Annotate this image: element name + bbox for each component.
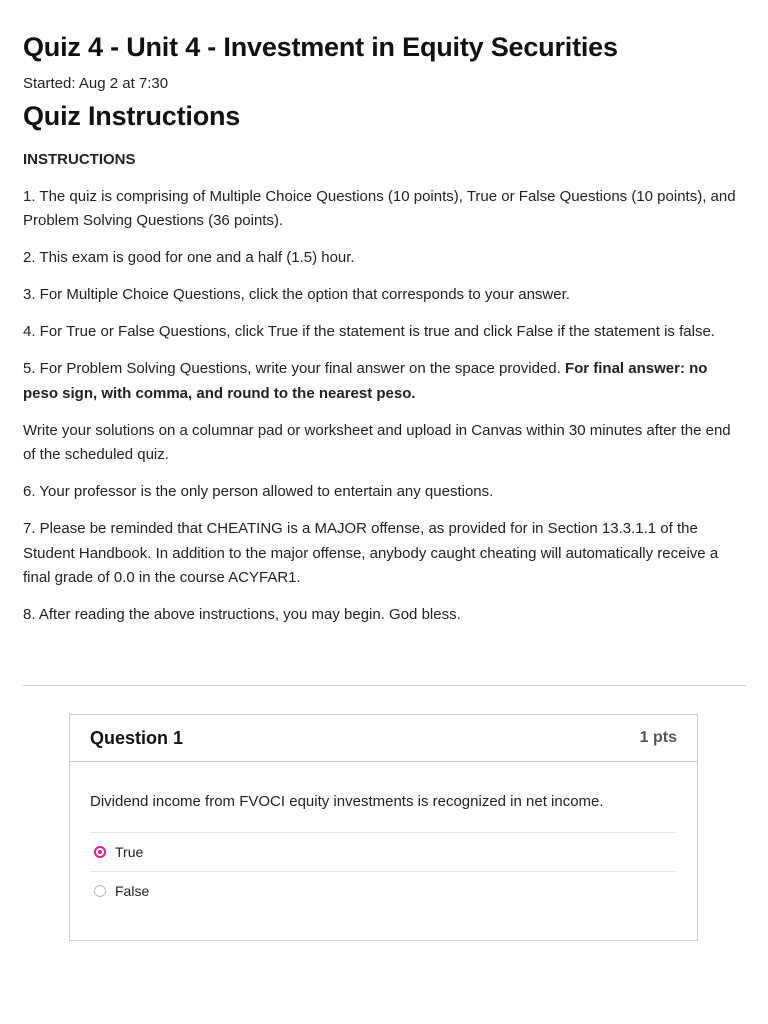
instructions-title: Quiz Instructions [23,101,241,131]
instruction-item-2: 2. This exam is good for one and a half (1.5) hour. [23,249,355,266]
instruction-item-5 [23,357,745,406]
instructions-body [23,148,745,628]
question-header [70,715,697,762]
instruction-item-3: 3. For Multiple Choice Questions, click the option that corresponds to your answer. [23,286,570,303]
instruction-item-5-text: 5. For Problem Solving Questions, write your final answer on the space provided. [23,360,565,377]
instruction-item-4: 4. For True or False Questions, click True if the statement is true and click False if the statement is false. [23,323,715,340]
answer-label[interactable]: True [115,844,144,860]
instructions-heading: INSTRUCTIONS [23,151,136,168]
answer-option-true[interactable] [90,832,677,871]
instruction-item-6: 6. Your professor is the only person allowed to entertain any questions. [23,483,494,500]
radio-unselected-icon[interactable] [94,885,106,897]
question-body [70,762,697,910]
started-timestamp: Started: Aug 2 at 7:30 [23,75,169,92]
instruction-item-7: 7. Please be reminded that CHEATING is a MAJOR offense, as provided for in Section 13.3.1.1 of the Student Handbook. In addition to the major offense, anybody caught cheating will automatically receive a final grade of 0.0 in the course ACYFAR1. [23,520,719,586]
radio-selected-icon[interactable] [94,846,106,858]
section-divider [23,685,746,686]
question-text: Dividend income from FVOCI equity investments is recognized in net income. [90,793,604,810]
question-card [69,714,698,941]
quiz-title: Quiz 4 - Unit 4 - Investment in Equity Securities [23,32,618,62]
solutions-note: Write your solutions on a columnar pad or worksheet and upload in Canvas within 30 minutes after the end of the scheduled quiz. [23,421,731,463]
question-title: Question 1 [90,727,184,748]
question-points: 1 pts [639,729,677,746]
instruction-item-8: 8. After reading the above instructions, you may begin. God bless. [23,606,461,623]
instruction-item-5-bold: For final answer: no peso sign, with comma, and round to the nearest peso. [23,360,708,402]
instruction-item-1: 1. The quiz is comprising of Multiple Choice Questions (10 points), True or False Questions (10 points), and Problem Solving Questions (36 points). [23,187,736,229]
answer-label[interactable]: False [115,883,150,899]
answer-option-false[interactable] [90,871,677,910]
